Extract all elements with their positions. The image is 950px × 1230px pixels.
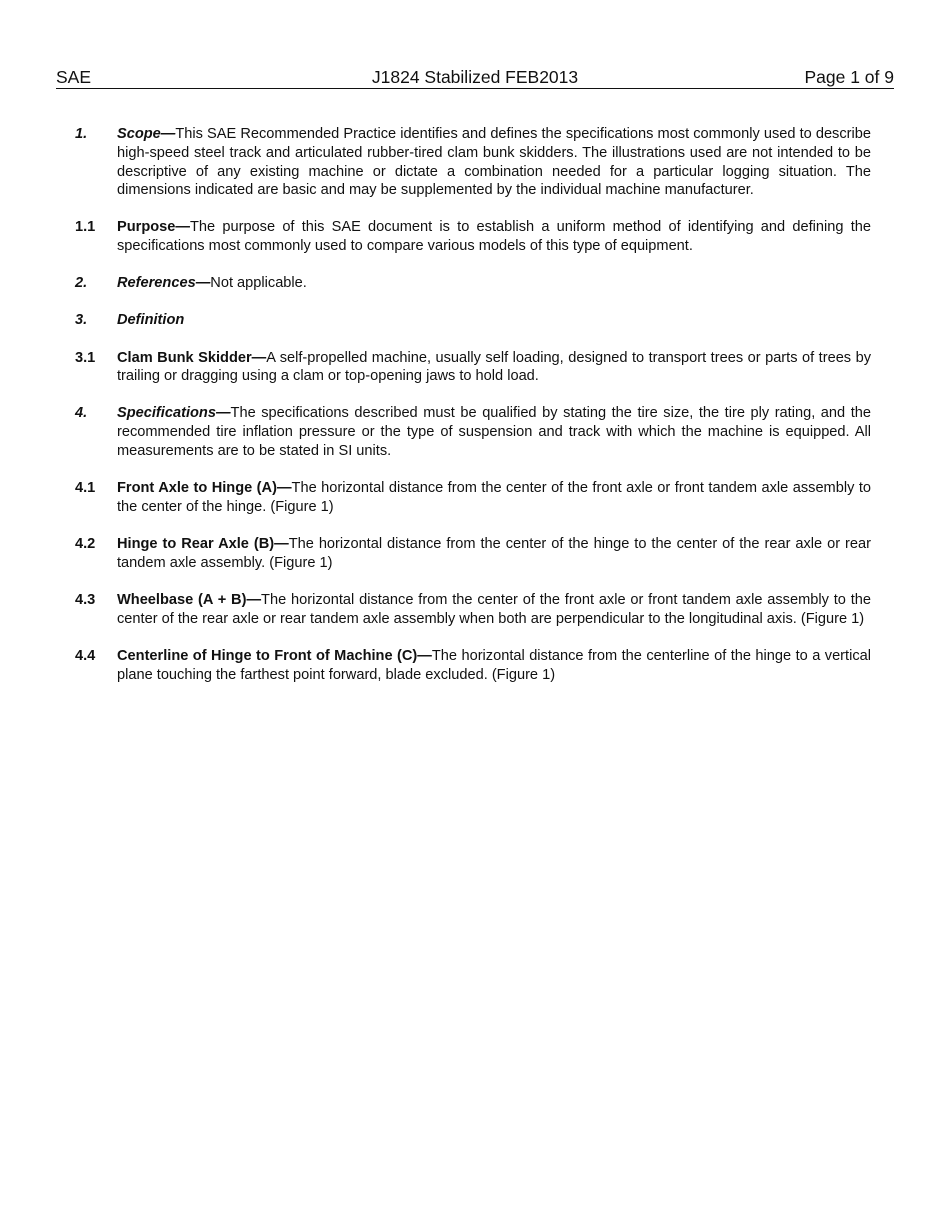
section-number: 4. <box>75 405 88 422</box>
section-4-1-front-axle-to-hinge <box>75 479 871 517</box>
header-org: SAE <box>56 67 92 87</box>
section-4-3-wheelbase <box>75 591 871 629</box>
section-text: The specifications described must be qualified by stating the tire size, the tire ply rating, and the recommended tire inflation pressure or the type of suspension and track with which the machine is equipped. All measurements are to be stated in SI units. <box>117 405 871 460</box>
section-number: 4.4 <box>75 647 96 664</box>
section-number: 3.1 <box>75 349 96 366</box>
section-body <box>117 311 871 330</box>
section-number: 4.2 <box>75 536 96 553</box>
section-text: Not applicable. <box>210 275 307 292</box>
section-text: The horizontal distance from the center of the front axle or front tandem axle assembly to the center of the hinge. (Figure 1) <box>117 480 871 515</box>
section-text: The horizontal distance from the center of the hinge to the center of the rear axle or rear tandem axle assembly. (Figure 1) <box>117 536 872 571</box>
section-3-definition <box>75 311 871 330</box>
section-text: The horizontal distance from the centerline of the hinge to a vertical plane touching the farthest point forward, blade excluded. (Figure 1) <box>117 647 871 683</box>
section-body <box>117 404 871 460</box>
section-4-2-hinge-to-rear-axle <box>75 535 871 573</box>
section-body <box>117 218 871 256</box>
section-title: References— <box>117 275 211 292</box>
section-3-1-clam-bunk-skidder <box>75 349 871 387</box>
section-title: Wheelbase (A + B)— <box>117 591 262 608</box>
page-header <box>56 66 894 89</box>
section-2-references <box>75 274 871 293</box>
section-text: The purpose of this SAE document is to establish a uniform method of identifying and defining the specifications most commonly used to compare various models of this type of equipment. <box>117 219 871 255</box>
section-title: Clam Bunk Skidder— <box>117 349 267 366</box>
section-body <box>117 591 871 629</box>
section-number: 1.1 <box>75 219 96 236</box>
document-body <box>75 125 871 703</box>
section-4-4-hinge-to-front <box>75 647 871 685</box>
section-body <box>117 349 871 387</box>
section-title: Centerline of Hinge to Front of Machine (C)— <box>117 647 432 664</box>
section-1-scope <box>75 125 871 200</box>
section-body <box>117 535 871 573</box>
section-number: 4.1 <box>75 480 96 497</box>
section-4-specifications <box>75 404 871 460</box>
section-title: Specifications— <box>117 405 231 422</box>
header-page-number: Page 1 of 9 <box>804 67 894 87</box>
section-body <box>117 647 871 685</box>
header-document-id: J1824 Stabilized FEB2013 <box>371 67 579 87</box>
section-body <box>117 479 871 517</box>
section-number: 2. <box>75 275 88 292</box>
section-text: This SAE Recommended Practice identifies and defines the specifications most commonly used to describe high-speed steel track and articulated rubber-tired clam bunk skidders. The illustrations used are not intended to be descriptive of any existing machine or dictate a combination needed for a particular logging situation. The dimensions indicated are basic and may be supplemented by the individual machine manufacturer. <box>117 126 871 199</box>
section-title: Definition <box>117 312 185 329</box>
section-body <box>117 125 871 200</box>
section-title: Front Axle to Hinge (A)— <box>117 480 292 497</box>
section-number: 1. <box>75 126 88 142</box>
section-text: The horizontal distance from the center of the front axle or front tandem axle assembly to the center of the rear axle or rear tandem axle assembly when both are perpendicular to the longitudinal axis. (Figure 1) <box>117 591 871 627</box>
section-title: Purpose— <box>117 219 190 236</box>
section-number: 3. <box>75 312 88 329</box>
section-text: A self-propelled machine, usually self loading, designed to transport trees or parts of trees by trailing or dragging using a clam or top-opening jaws to hold load. <box>117 349 872 385</box>
section-number: 4.3 <box>75 591 96 608</box>
section-title: Scope— <box>117 126 176 142</box>
section-title: Hinge to Rear Axle (B)— <box>117 536 289 553</box>
section-1-1-purpose <box>75 218 871 256</box>
section-body <box>117 274 871 293</box>
